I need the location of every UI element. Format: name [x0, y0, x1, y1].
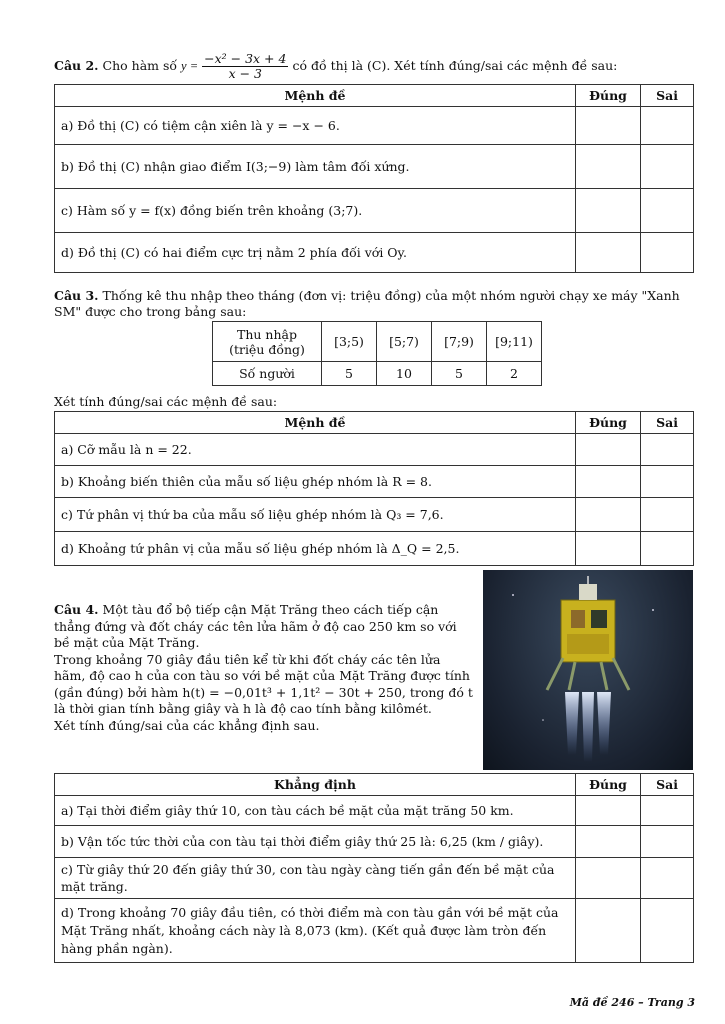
q4-header-claim: Khẳng định [55, 774, 576, 796]
page-footer: Mã đề 246 – Trang 3 [569, 996, 695, 1009]
q4-para2: Trong khoảng 70 giây đầu tiên kể từ khi đốt cháy các tên lửa hãm, độ cao h của con tàu so với bề mặt của Mặt Trăng được tính (gần đúng) bởi hàm h(t) = −0,01t³ + 1,1t² − 30t + 250, trong đó t là thời gian tính bằng giây và h là độ cao tính bằng kilômét. [54, 651, 473, 716]
q3-false-cell-a[interactable] [641, 434, 694, 466]
table-row [55, 466, 694, 498]
freq-header-bin: [5;7) [377, 322, 432, 362]
q2-false-cell-d[interactable] [641, 233, 694, 273]
q4-row-b: b) Vận tốc tức thời của con tàu tại thời điểm giây thứ 25 là: 6,25 (km / giây). [55, 826, 576, 858]
q3-row-c: c) Tứ phân vị thứ ba của mẫu số liệu ghép nhóm là Q₃ = 7,6. [55, 498, 576, 532]
q4-row-c: c) Từ giây thứ 20 đến giây thứ 30, con tàu ngày càng tiến gần đến bề mặt của mặt trăng. [55, 858, 576, 899]
q2-fraction [202, 52, 288, 81]
star-icon [652, 609, 654, 611]
q3-true-cell-b[interactable] [576, 466, 641, 498]
q3-true-cell-d[interactable] [576, 532, 641, 566]
q4-para3: Xét tính đúng/sai của các khẳng định sau. [54, 717, 320, 733]
table-row [55, 858, 694, 899]
q3-header-true: Đúng [576, 412, 641, 434]
q2-intro-b: có đồ thị là (C). Xét tính đúng/sai các mệnh đề sau: [292, 58, 618, 73]
table-row [55, 498, 694, 532]
lunar-lander-image [483, 570, 693, 770]
star-icon [542, 719, 544, 721]
q3-row-d: d) Khoảng tứ phân vị của mẫu số liệu ghép nhóm là Δ_Q = 2,5. [55, 532, 576, 566]
q4-label: Câu 4. [54, 602, 99, 617]
q3-row-a: a) Cỡ mẫu là n = 22. [55, 434, 576, 466]
q2-header-true: Đúng [576, 85, 641, 107]
q4-table [54, 773, 694, 963]
q3-false-cell-c[interactable] [641, 498, 694, 532]
q4-false-cell-d[interactable] [641, 899, 694, 963]
q2-row-c: c) Hàm số y = f(x) đồng biến trên khoảng (3;7). [55, 189, 576, 233]
table-row [55, 899, 694, 963]
q4-row-a: a) Tại thời điểm giây thứ 10, con tàu cách bề mặt của mặt trăng 50 km. [55, 796, 576, 826]
table-row [55, 434, 694, 466]
q3-false-cell-d[interactable] [641, 532, 694, 566]
table-row [55, 107, 694, 145]
q2-fn-numerator: −x² − 3x + 4 [204, 51, 287, 66]
q2-false-cell-c[interactable] [641, 189, 694, 233]
q2-false-cell-b[interactable] [641, 145, 694, 189]
freq-count: 5 [322, 362, 377, 386]
freq-header-bin: [9;11) [487, 322, 542, 362]
q2-statement [54, 52, 617, 81]
q2-false-cell-a[interactable] [641, 107, 694, 145]
star-icon [512, 594, 514, 596]
freq-count: 2 [487, 362, 542, 386]
q2-table [54, 84, 694, 273]
freq-header-bin: [3;5) [322, 322, 377, 362]
q2-fn-lhs: y = [181, 59, 199, 73]
q4-true-cell-d[interactable] [576, 899, 641, 963]
q3-intro: Thống kê thu nhập theo tháng (đơn vị: triệu đồng) của một nhóm người chạy xe máy "Xanh SM" được cho trong bảng sau: [54, 288, 680, 319]
q3-false-cell-b[interactable] [641, 466, 694, 498]
q4-header-true: Đúng [576, 774, 641, 796]
q4-false-cell-b[interactable] [641, 826, 694, 858]
q4-false-cell-c[interactable] [641, 858, 694, 899]
q4-true-cell-b[interactable] [576, 826, 641, 858]
freq-header-bin: [7;9) [432, 322, 487, 362]
lander-legs [547, 658, 629, 690]
q3-true-cell-c[interactable] [576, 498, 641, 532]
q2-intro-a: Cho hàm số [102, 58, 178, 73]
table-row [55, 532, 694, 566]
freq-row-label: Số người [213, 362, 322, 386]
q4-true-cell-a[interactable] [576, 796, 641, 826]
lander-body [561, 576, 615, 662]
q3-frequency-table [212, 321, 542, 386]
q2-fn-denominator: x − 3 [228, 66, 263, 81]
q2-header-statement: Mệnh đề [55, 85, 576, 107]
q3-label: Câu 3. [54, 288, 99, 303]
q2-row-b: b) Đồ thị (C) nhận giao điểm I(3;−9) làm tâm đối xứng. [55, 145, 576, 189]
q3-true-cell-a[interactable] [576, 434, 641, 466]
q2-true-cell-b[interactable] [576, 145, 641, 189]
table-row [55, 145, 694, 189]
q2-header-false: Sai [641, 85, 694, 107]
q3-statement [54, 288, 694, 320]
q4-false-cell-a[interactable] [641, 796, 694, 826]
table-row [55, 796, 694, 826]
thruster-flames [565, 692, 611, 762]
freq-header-income: Thu nhập (triệu đồng) [213, 322, 322, 362]
freq-count: 10 [377, 362, 432, 386]
q2-true-cell-d[interactable] [576, 233, 641, 273]
q3-header-statement: Mệnh đề [55, 412, 576, 434]
q3-prompt: Xét tính đúng/sai các mệnh đề sau: [54, 394, 278, 409]
lunar-lander-illustration [483, 570, 693, 770]
q4-para1 [54, 602, 474, 652]
table-row [55, 189, 694, 233]
table-row [55, 826, 694, 858]
q2-true-cell-c[interactable] [576, 189, 641, 233]
q3-header-false: Sai [641, 412, 694, 434]
q4-statement [54, 602, 474, 734]
q2-row-d: d) Đồ thị (C) có hai điểm cực trị nằm 2 phía đối với Oy. [55, 233, 576, 273]
q4-true-cell-c[interactable] [576, 858, 641, 899]
q4-para1-text: Một tàu đổ bộ tiếp cận Mặt Trăng theo cách tiếp cận thẳng đứng và đốt cháy các tên lửa hãm ở độ cao 250 km so với bề mặt của Mặt Trăng. [54, 602, 457, 650]
q2-true-cell-a[interactable] [576, 107, 641, 145]
q2-label: Câu 2. [54, 58, 99, 73]
q2-row-a: a) Đồ thị (C) có tiệm cận xiên là y = −x − 6. [55, 107, 576, 145]
table-row [55, 233, 694, 273]
q3-table [54, 411, 694, 566]
q4-header-false: Sai [641, 774, 694, 796]
q3-row-b: b) Khoảng biến thiên của mẫu số liệu ghép nhóm là R = 8. [55, 466, 576, 498]
q4-row-d: d) Trong khoảng 70 giây đầu tiên, có thời điểm mà con tàu gần với bề mặt của Mặt Trăng nhất, khoảng cách này là 8,073 (km). (Kết quả được làm tròn đến hàng phần ngàn). [55, 899, 576, 963]
freq-count: 5 [432, 362, 487, 386]
